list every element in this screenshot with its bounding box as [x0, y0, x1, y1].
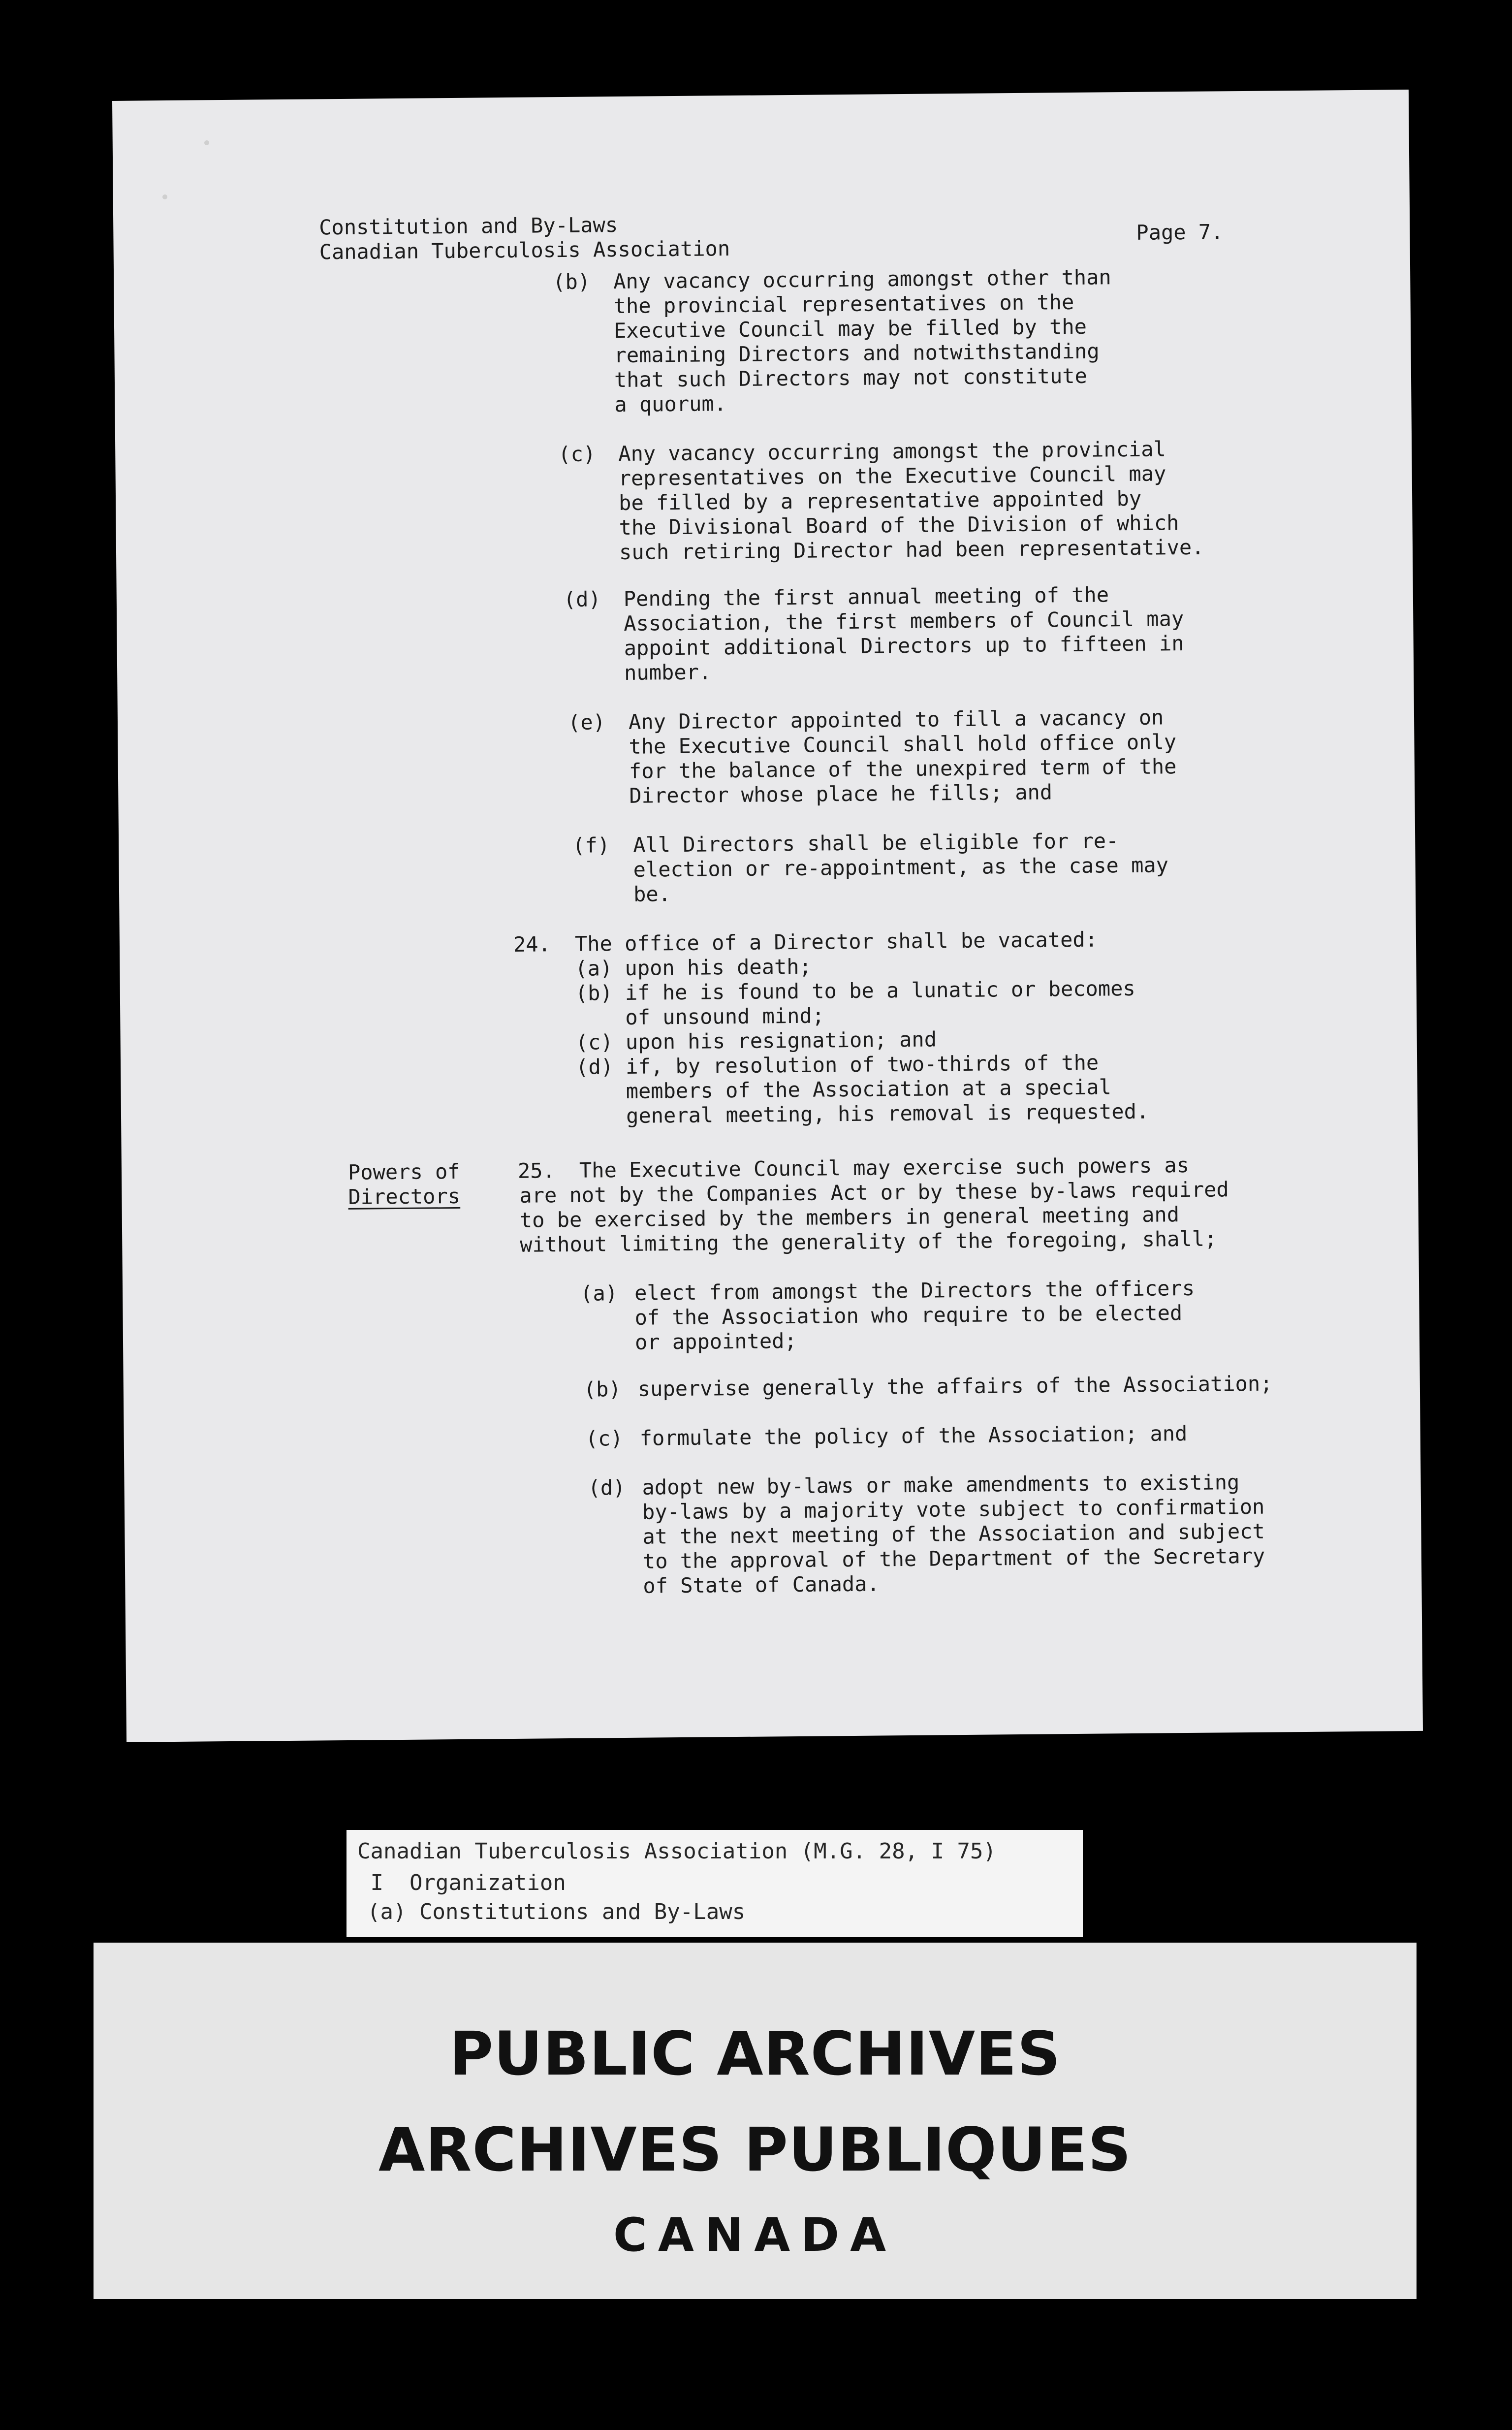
clause-c-line: such retiring Director had been representative.	[619, 535, 1204, 565]
banner-line-country: CANADA	[613, 2208, 897, 2262]
clause-f-line: All Directors shall be eligible for re-	[633, 829, 1119, 857]
header-title: Constitution and By-Laws	[319, 213, 618, 240]
powers-d-line: by-laws by a majority vote subject to confirmation	[642, 1494, 1265, 1524]
powers-b-letter: (b)	[583, 1377, 621, 1402]
section-25-intro: to be exercised by the members in general meeting and	[519, 1202, 1180, 1232]
clause-e-line: Director whose place he fills; and	[629, 780, 1053, 808]
clause-d-line: appoint additional Directors up to fifteen in	[624, 631, 1184, 660]
section-24-line: (c) upon his resignation; and	[575, 1027, 937, 1055]
clause-b-line: the provincial representatives on the	[613, 289, 1074, 319]
margin-heading-underlined: Directors	[348, 1183, 461, 1209]
archive-reference-label	[346, 1830, 1083, 1937]
clause-e-line: the Executive Council shall hold office only	[629, 730, 1177, 759]
clause-e-letter: (e)	[567, 710, 606, 735]
clause-c-line: be filled by a representative appointed by	[618, 486, 1142, 515]
clause-b-line: a quorum.	[614, 391, 727, 417]
powers-b-line: supervise generally the affairs of the Association;	[637, 1371, 1273, 1401]
powers-d-letter: (d)	[588, 1475, 626, 1500]
clause-e-line: Any Director appointed to fill a vacancy on	[628, 705, 1164, 734]
clause-b-line: Any vacancy occurring amongst other than	[613, 265, 1111, 294]
powers-a-letter: (a)	[580, 1281, 618, 1306]
section-25-intro: are not by the Companies Act or by these by-laws required	[519, 1177, 1229, 1208]
clause-b-line: remaining Directors and notwithstanding	[614, 339, 1100, 368]
margin-heading: Powers of	[347, 1159, 460, 1184]
clause-b-letter: (b)	[553, 269, 591, 294]
page-number: Page 7.	[1136, 220, 1224, 245]
label-collection: Canadian Tuberculosis Association (M.G. 28, I 75)	[357, 1839, 997, 1864]
banner-line-french: ARCHIVES PUBLIQUES	[378, 2115, 1132, 2185]
section-24-line: (a) upon his death;	[575, 954, 812, 981]
section-24-line: of unsound mind;	[575, 1003, 825, 1030]
clause-c-line: the Divisional Board of the Division of which	[619, 511, 1179, 540]
section-24-line: members of the Association at a special	[576, 1075, 1112, 1104]
clause-b-line: Executive Council may be filled by the	[613, 314, 1087, 343]
clause-d-line: Association, the first members of Council may	[624, 607, 1184, 636]
powers-d-line: to the approval of the Department of the Secretary	[642, 1543, 1265, 1573]
powers-d-line: adopt new by-laws or make amendments to existing	[642, 1470, 1240, 1500]
label-subseries: (a) Constitutions and By-Laws	[367, 1899, 746, 1924]
document-page	[112, 90, 1423, 1742]
label-series: I Organization	[357, 1870, 566, 1895]
clause-d-line: Pending the first annual meeting of the	[623, 582, 1109, 611]
clause-f-line: election or re-appointment, as the case may	[633, 853, 1169, 882]
powers-c-line: formulate the policy of the Association; and	[639, 1421, 1188, 1450]
section-25-intro: The Executive Council may exercise such powers as	[579, 1152, 1190, 1183]
section-24-intro: The office of a Director shall be vacated:	[574, 927, 1098, 956]
clause-c-line: representatives on the Executive Council may	[618, 461, 1166, 491]
clause-e-line: for the balance of the unexpired term of the	[629, 754, 1177, 783]
section-25-intro: without limiting the generality of the foregoing, shall;	[520, 1226, 1217, 1257]
section-24-number: 24.	[513, 932, 551, 957]
scan-speck	[204, 140, 209, 145]
clause-f-letter: (f)	[572, 833, 610, 858]
clause-f-line: be.	[633, 882, 671, 906]
powers-c-letter: (c)	[585, 1426, 623, 1451]
public-archives-banner	[94, 1943, 1417, 2299]
section-24-line: (d) if, by resolution of two-thirds of the	[575, 1050, 1099, 1079]
powers-d-line: at the next meeting of the Association and subject	[642, 1519, 1265, 1549]
section-24-line: general meeting, his removal is requested.	[576, 1099, 1149, 1128]
clause-d-line: number.	[624, 660, 712, 685]
banner-line-english: PUBLIC ARCHIVES	[449, 2019, 1061, 2089]
scan-speck	[162, 194, 167, 199]
clause-b-line: that such Directors may not constitute	[614, 363, 1088, 392]
header-organization: Canadian Tuberculosis Association	[319, 236, 730, 264]
powers-a-line: elect from amongst the Directors the officers	[634, 1276, 1195, 1305]
clause-c-line: Any vacancy occurring amongst the provincial	[618, 437, 1166, 466]
powers-a-line: or appointed;	[634, 1328, 797, 1354]
section-25-number: 25.	[517, 1158, 556, 1183]
section-24-line: (b) if he is found to be a lunatic or becomes	[575, 976, 1135, 1005]
clause-d-letter: (d)	[563, 587, 601, 612]
clause-c-letter: (c)	[558, 442, 596, 467]
powers-d-line: of State of Canada.	[643, 1571, 880, 1598]
powers-a-line: of the Association who require to be elected	[634, 1301, 1183, 1330]
